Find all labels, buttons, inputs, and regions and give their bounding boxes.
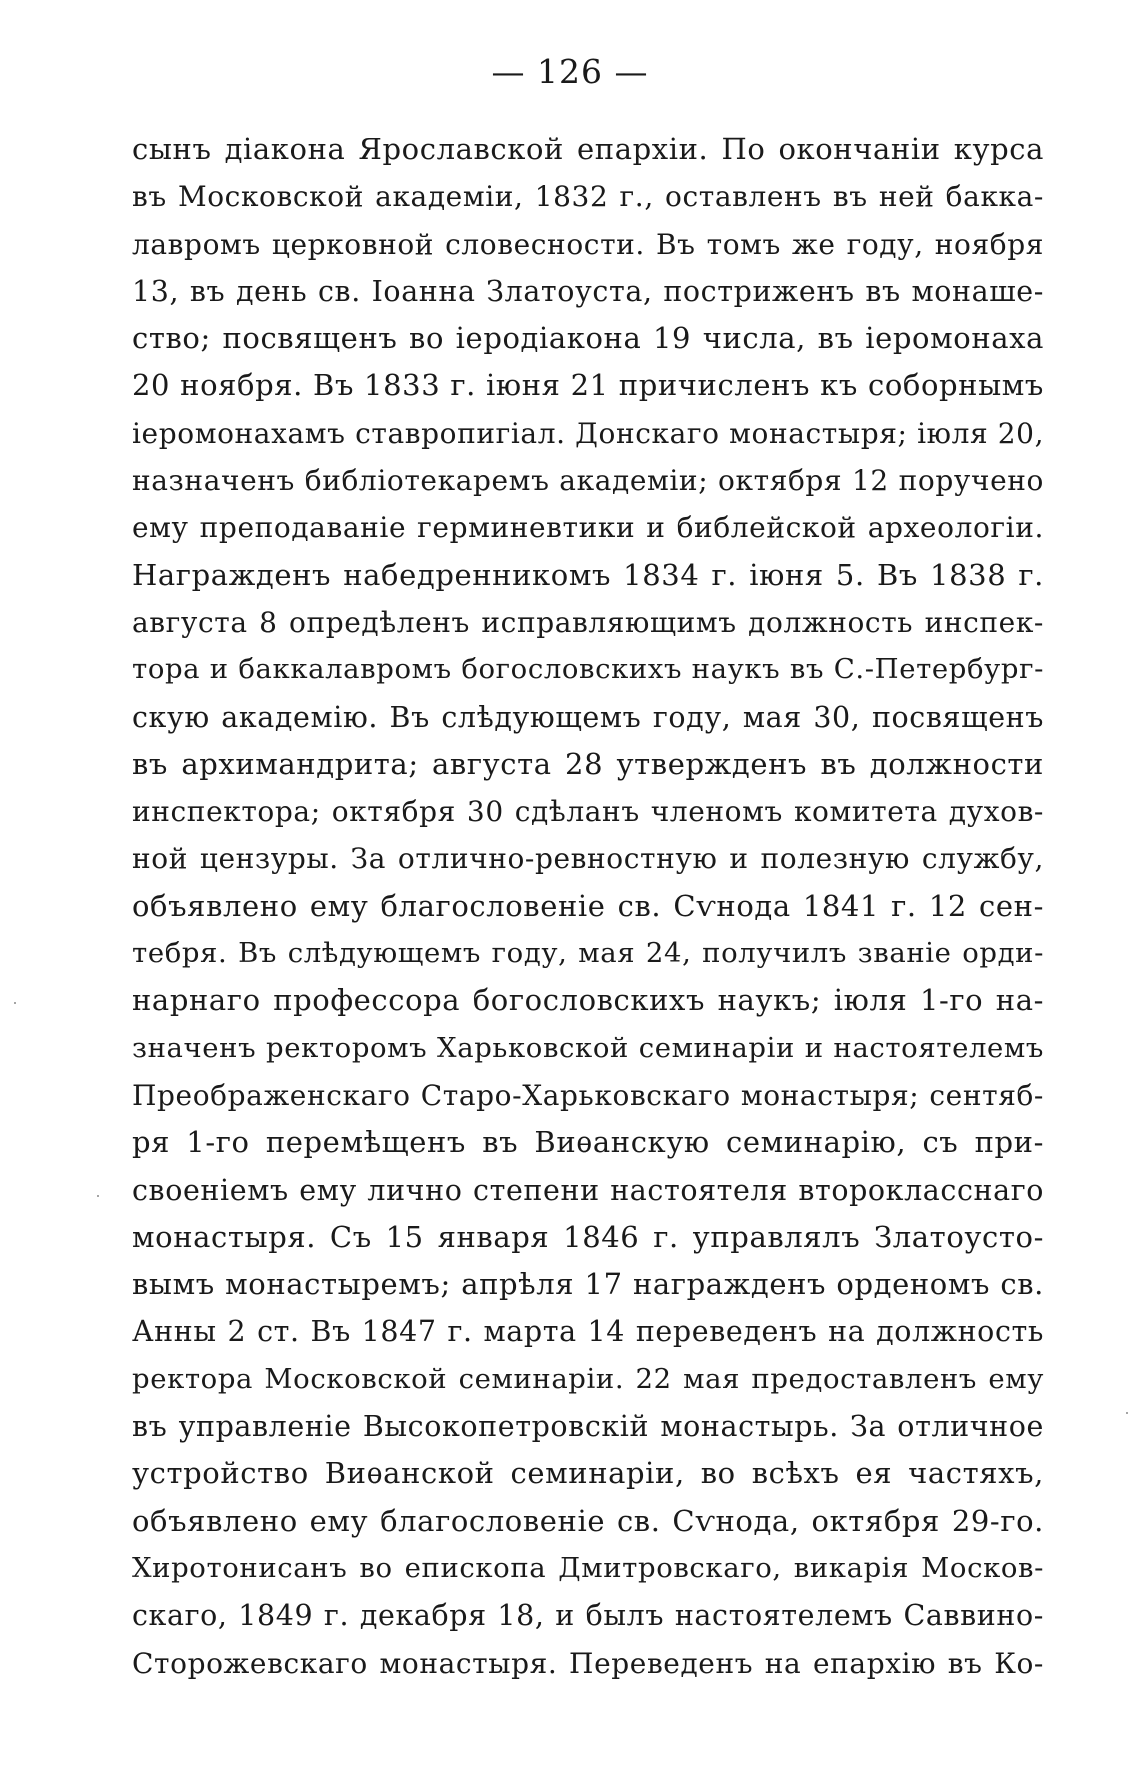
text-line: сынъ діакона Ярославской епархіи. По окончаніи курса [132, 132, 1044, 166]
text-line: ему преподаваніе герминевтики и библейской археологіи. [132, 511, 1044, 545]
text-line: монастыря. Съ 15 января 1846 г. управлялъ Златоусто- [132, 1219, 1044, 1254]
text-line: Хиротонисанъ во епископа Дмитровскаго, викарія Москов- [132, 1551, 1044, 1584]
text-line: нарнаго профессора богословскихъ наукъ; іюля 1-го на- [132, 983, 1044, 1018]
text-line: тебря. Въ слѣдующемъ году, мая 24, получилъ званіе орди- [132, 937, 1044, 970]
text-line: вымъ монастыремъ; апрѣля 17 награжденъ орденомъ св. [132, 1267, 1044, 1302]
text-line: Награжденъ набедренникомъ 1834 г. іюня 5. Въ 1838 г. [132, 557, 1044, 592]
text-line: Сторожевскаго монастыря. Переведенъ на епархію въ Ко- [132, 1646, 1044, 1680]
text-line: ство; посвященъ во іеродіакона 19 числа, въ іеромонаха [132, 321, 1044, 356]
text-line: ря 1-го перемѣщенъ въ Виѳанскую семинарію, съ при- [132, 1125, 1044, 1160]
body-text [132, 126, 1044, 1687]
text-line: августа 8 опредѣленъ исправляющимъ должность инспек- [132, 605, 1044, 639]
text-line: значенъ ректоромъ Харьковской семинаріи и настоятелемъ [132, 1031, 1044, 1064]
text-line: скую академію. Въ слѣдующемъ году, мая 30, посвященъ [132, 700, 1044, 734]
text-line: въ архимандрита; августа 28 утвержденъ въ должности [132, 746, 1044, 781]
text-line: въ управленіе Высокопетровскій монастырь. За отличное [132, 1410, 1044, 1444]
text-line: объявлено ему благословеніе св. Сѵнода 1841 г. 12 сен- [132, 888, 1044, 923]
scan-speck [14, 1002, 16, 1004]
text-line: въ Московской академіи, 1832 г., оставленъ въ ней бакка- [132, 180, 1044, 214]
text-line: инспектора; октября 30 сдѣланъ членомъ комитета духов- [132, 795, 1044, 829]
text-line: своеніемъ ему лично степени настоятеля второкласснаго [132, 1173, 1044, 1207]
text-line: назначенъ библіотекаремъ академіи; октября 12 поручено [132, 464, 1044, 498]
scan-speck [97, 1195, 99, 1197]
text-line: лавромъ церковной словесности. Въ томъ же году, ноября [132, 227, 1044, 261]
text-line: іеромонахамъ ставропигіал. Донскаго монастыря; іюля 20, [132, 416, 1045, 450]
page-number: — 126 — [491, 52, 649, 91]
text-line: тора и баккалавромъ богословскихъ наукъ въ С.-Петербург- [132, 653, 1044, 686]
text-line: ной цензуры. За отлично-ревностную и полезную службу, [132, 842, 1044, 876]
text-line: устройство Виѳанской семинаріи, во всѣхъ ея частяхъ, [132, 1456, 1044, 1491]
text-line: ректора Московской семинаріи. 22 мая предоставленъ ему [132, 1362, 1044, 1395]
scan-speck [1126, 1412, 1128, 1414]
text-line: объявлено ему благословеніе св. Сѵнода, октября 29-го. [132, 1503, 1044, 1538]
text-line: Анны 2 ст. Въ 1847 г. марта 14 переведенъ на должность [132, 1315, 1044, 1349]
text-line: Преображенскаго Старо-Харьковскаго монастыря; сентяб- [132, 1078, 1044, 1112]
text-line: скаго, 1849 г. декабря 18, и былъ настоятелемъ Саввино- [132, 1599, 1044, 1633]
text-line: 13, въ день св. Іоанна Златоуста, постриженъ въ монаше- [132, 274, 1044, 308]
text-line: 20 ноября. Въ 1833 г. іюня 21 причисленъ къ соборнымъ [132, 368, 1044, 403]
